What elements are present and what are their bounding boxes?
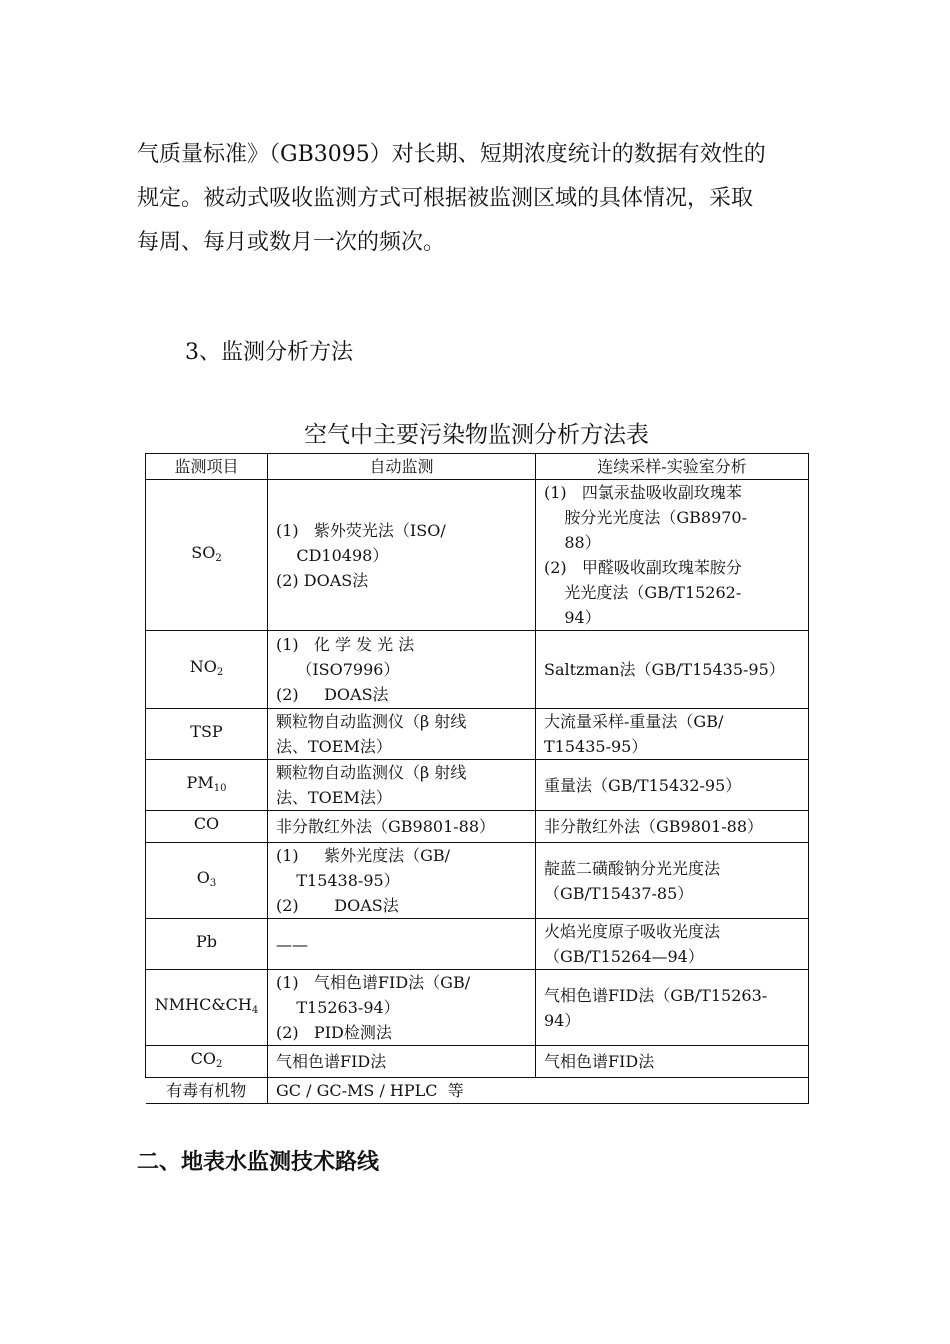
paragraph-line: 每周、每月或数月一次的频次。	[137, 230, 446, 255]
lab-method-line: 88）	[544, 533, 601, 552]
table-row	[146, 631, 809, 709]
auto-method-line: (2) DOAS法	[276, 896, 399, 915]
lab-method-cell	[536, 480, 809, 631]
pollutant-name: NO	[189, 657, 217, 676]
header-auto: 自动监测	[268, 454, 536, 480]
pollutant-cell	[146, 709, 268, 760]
auto-method-line: (2) DOAS法	[276, 685, 389, 704]
lab-method-line: 火焰光度原子吸收光度法	[544, 922, 721, 941]
auto-method-cell	[268, 709, 536, 760]
pollutant-cell	[146, 480, 268, 631]
auto-method-cell	[268, 631, 536, 709]
auto-method-line: (2) PID检测法	[276, 1023, 392, 1042]
table-row	[146, 1078, 809, 1104]
auto-method-cell	[268, 843, 536, 919]
pollutant-subscript: 3	[209, 878, 217, 889]
pollutant-cell	[146, 970, 268, 1046]
lab-method-line: (2) 甲醛吸收副玫瑰苯胺分	[544, 558, 742, 577]
table-row	[146, 811, 809, 843]
lab-method-cell	[536, 970, 809, 1046]
auto-method-line: (1) 紫外荧光法（ISO/	[276, 520, 446, 540]
auto-method-line: (1) 紫外光度法（GB/	[276, 846, 451, 865]
lab-method-line: Saltzman法（GB/T15435-95）	[544, 660, 785, 679]
pollutant-subscript: 4	[251, 1005, 259, 1016]
methods-table	[145, 453, 809, 1104]
section-heading-2: 二、地表水监测技术路线	[137, 1150, 380, 1175]
pollutant-subscript: 2	[215, 552, 222, 564]
auto-method-line: ——	[276, 934, 308, 954]
pollutant-cell	[146, 1046, 268, 1078]
lab-method-line: 重量法（GB/T15432-95）	[544, 775, 742, 795]
organic-methods-cell: GC / GC-MS / HPLC 等	[268, 1078, 809, 1104]
pollutant-name: CO	[193, 814, 220, 833]
pollutant-name: NMHC&CH	[154, 995, 252, 1014]
auto-method-line: CD10498）	[276, 545, 389, 565]
auto-method-line: 颗粒物自动监测仪（β 射线	[276, 712, 467, 731]
lab-method-line: 光光度法（GB/T15262-	[544, 583, 742, 602]
auto-method-line: （ISO7996）	[276, 660, 400, 679]
lab-method-cell	[536, 631, 809, 709]
pollutant-name: TSP	[190, 721, 223, 741]
table-row	[146, 760, 809, 811]
auto-method-line: (1) 气相色谱FID法（GB/	[276, 973, 471, 992]
pollutant-name: Pb	[195, 931, 217, 951]
auto-method-line: (1) 化 学 发 光 法	[276, 635, 415, 654]
paragraph-line: 气质量标准》（GB3095）对长期、短期浓度统计的数据有效性的	[137, 142, 766, 167]
auto-method-line: 非分散红外法（GB9801-88）	[276, 817, 496, 836]
auto-method-line: 颗粒物自动监测仪（β 射线	[276, 763, 467, 782]
table-row	[146, 843, 809, 919]
lab-method-line: (1) 四氯汞盐吸收副玫瑰苯	[544, 483, 742, 502]
auto-method-line: (2) DOAS法	[276, 570, 369, 590]
lab-method-cell	[536, 919, 809, 970]
table-row	[146, 919, 809, 970]
pollutant-subscript: 2	[215, 1059, 223, 1070]
lab-method-line: （GB/T15264—94）	[544, 947, 704, 966]
lab-method-line: 气相色谱FID法	[544, 1052, 655, 1071]
lab-method-line: 94）	[544, 608, 601, 627]
pollutant-name: PM	[186, 772, 214, 792]
pollutant-cell	[146, 843, 268, 919]
section-heading-3: 3、监测分析方法	[185, 340, 353, 365]
pollutant-subscript: 2	[216, 667, 224, 678]
auto-method-cell	[268, 919, 536, 970]
lab-method-cell	[536, 811, 809, 843]
lab-method-line: 胺分光光度法（GB8970-	[544, 508, 748, 527]
pollutant-cell	[146, 919, 268, 970]
pollutant-name: CO	[190, 1049, 216, 1068]
pollutant-cell	[146, 760, 268, 811]
lab-method-cell	[536, 1046, 809, 1078]
table-title: 空气中主要污染物监测分析方法表	[304, 422, 649, 448]
auto-method-line: 法、TOEM法）	[276, 788, 392, 807]
lab-method-cell	[536, 843, 809, 919]
lab-method-line: （GB/T15437-85）	[544, 883, 694, 903]
auto-method-cell	[268, 1046, 536, 1078]
auto-method-line: T15263-94）	[276, 998, 400, 1017]
auto-method-cell	[268, 480, 536, 631]
lab-method-line: 大流量采样-重量法（GB/	[544, 712, 724, 731]
header-lab: 连续采样-实验室分析	[536, 454, 809, 480]
pollutant-name: SO	[191, 542, 216, 562]
lab-method-line: 靛蓝二磺酸钠分光光度法	[544, 858, 721, 878]
pollutant-cell	[146, 631, 268, 709]
auto-method-cell	[268, 760, 536, 811]
table-row	[146, 480, 809, 631]
auto-method-cell	[268, 811, 536, 843]
auto-method-line: 法、TOEM法）	[276, 737, 392, 756]
auto-method-line: T15438-95）	[276, 871, 400, 890]
lab-method-cell	[536, 760, 809, 811]
auto-method-line: 气相色谱FID法	[276, 1052, 387, 1071]
lab-method-line: 气相色谱FID法（GB/T15263-	[544, 985, 768, 1005]
table-row	[146, 970, 809, 1046]
table-header-row	[146, 454, 809, 480]
lab-method-cell	[536, 709, 809, 760]
pollutant-cell	[146, 811, 268, 843]
paragraph-line: 规定。被动式吸收监测方式可根据被监测区域的具体情况，采取	[137, 186, 754, 211]
auto-method-cell	[268, 970, 536, 1046]
pollutant-name: O	[196, 868, 210, 887]
lab-method-line: 94）	[544, 1010, 581, 1030]
pollutant-name: 有毒有机物	[146, 1078, 268, 1104]
lab-method-line: T15435-95）	[544, 737, 648, 756]
header-item: 监测项目	[146, 454, 268, 480]
table-row	[146, 1046, 809, 1078]
intro-paragraph	[137, 133, 830, 265]
pollutant-subscript: 10	[213, 782, 227, 794]
table-row	[146, 709, 809, 760]
lab-method-line: 非分散红外法（GB9801-88）	[544, 817, 764, 836]
